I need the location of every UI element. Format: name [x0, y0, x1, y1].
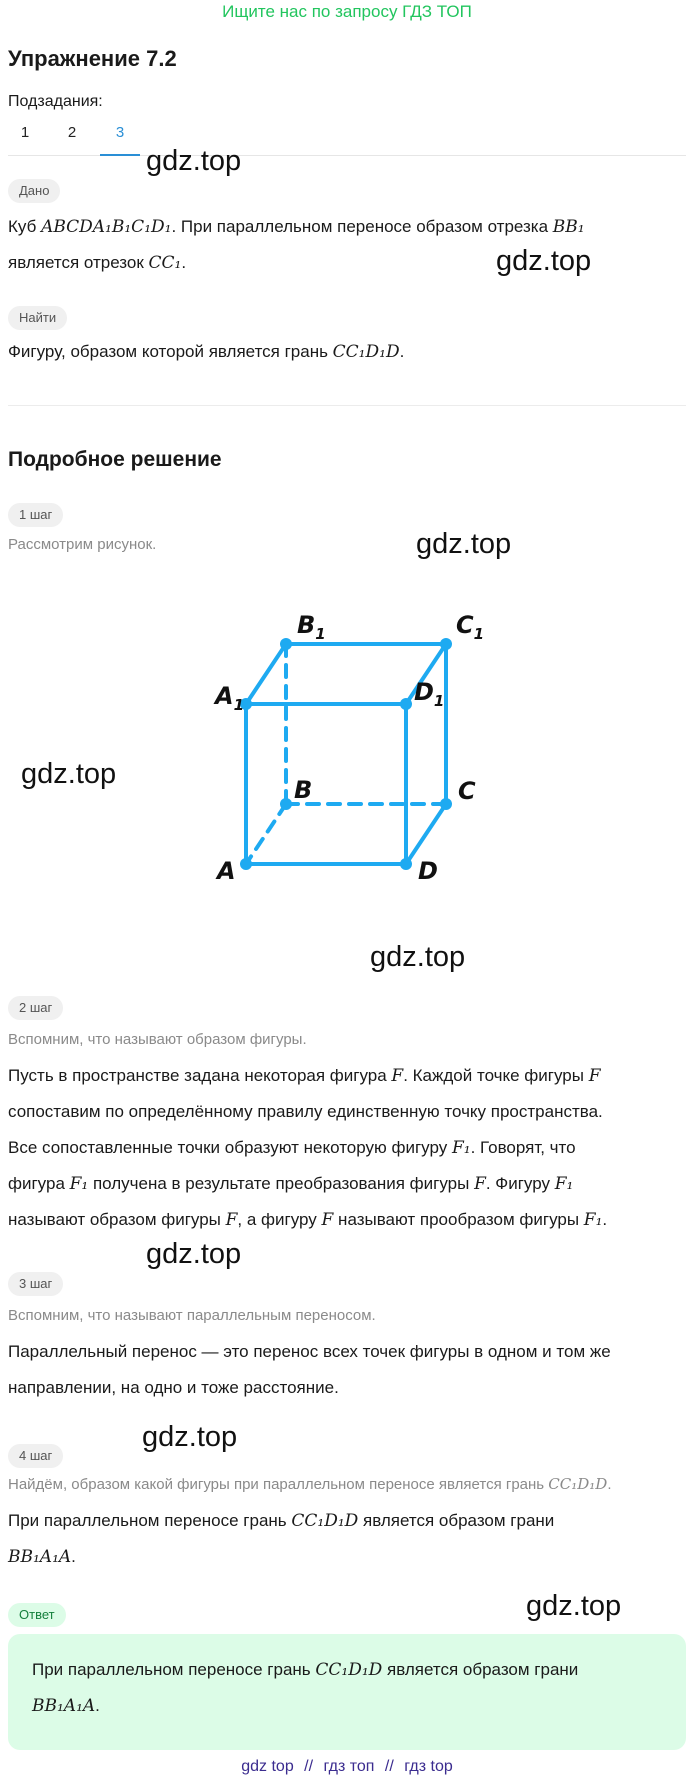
edge-a1-b1	[246, 644, 286, 704]
label-b1: $B_1$	[297, 611, 326, 643]
subtask-tab-3[interactable]: 3	[115, 124, 125, 141]
step-2-hint: Вспомним, что называют образом фигуры.	[8, 1031, 307, 1048]
answer-box	[8, 1634, 686, 1750]
step-3-badge: 3 шаг	[8, 1272, 63, 1296]
vertex-c	[440, 798, 452, 810]
find-badge: Найти	[8, 306, 67, 330]
subtask-tab-2[interactable]: 2	[67, 124, 77, 141]
footer-link-gdz-top[interactable]: gdz top	[241, 1758, 294, 1775]
watermark: gdz.top	[146, 145, 242, 177]
step-3-text: Параллельный перенос — это перенос всех точек фигуры в одном и том же направлении, на одно и тоже расстояние.	[8, 1342, 611, 1397]
label-c: C	[458, 777, 476, 805]
watermark: gdz.top	[146, 1238, 242, 1270]
vertex-d	[400, 858, 412, 870]
step-1-hint: Рассмотрим рисунок.	[8, 536, 157, 553]
step-2-text: Пусть в пространстве задана некоторая фигура F. Каждой точке фигуры F сопоставим по определённому правилу единственную точку пространства. Все сопоставленные точки образуют некоторую фигуру F₁. Говорят, что фигура F₁ получена в результате преобразования фигуры F. Фигуру F₁ называют образом фигуры F, а фигуру F называют прообразом фигуры F₁.	[8, 1066, 608, 1230]
given-badge: Дано	[8, 179, 60, 203]
given-text: Куб ABCDA₁B₁C₁D₁. При параллельном переносе образом отрезка BB₁ является отрезок CC₁.	[8, 217, 585, 273]
step-2-badge: 2 шаг	[8, 996, 63, 1020]
step-4-text: При параллельном переносе грань CC₁D₁D является образом грани BB₁A₁A.	[8, 1511, 555, 1567]
footer-separator: //	[384, 1758, 394, 1775]
answer-text: При параллельном переносе грань CC₁D₁D является образом грани BB₁A₁A.	[32, 1660, 579, 1716]
subtasks-label: Подзадания:	[8, 93, 103, 110]
label-d: D	[418, 857, 438, 885]
label-c1: $C_1$	[456, 611, 485, 643]
label-a: A	[217, 857, 236, 885]
active-tab-indicator	[100, 154, 140, 156]
vertex-c1	[440, 638, 452, 650]
search-banner: Ищите нас по запросу ГДЗ ТОП	[222, 2, 472, 21]
footer-links	[0, 1758, 694, 1776]
footer-link-gdz-top-ru[interactable]: гдз топ	[323, 1758, 375, 1775]
answer-badge: Ответ	[8, 1603, 66, 1627]
vertex-b1	[280, 638, 292, 650]
solution-title: Подробное решение	[8, 448, 222, 471]
watermark: gdz.top	[370, 941, 466, 973]
watermark: gdz.top	[21, 758, 117, 790]
edge-a-b-hidden	[246, 804, 286, 864]
watermark: gdz.top	[416, 528, 512, 560]
step-4-badge: 4 шаг	[8, 1444, 63, 1468]
find-text: Фигуру, образом которой является грань CC₁D₁D.	[8, 342, 405, 362]
edge-d-c	[406, 804, 446, 864]
section-divider	[8, 405, 686, 406]
step-3-hint: Вспомним, что называют параллельным переносом.	[8, 1307, 376, 1324]
cube-figure	[200, 600, 500, 890]
watermark: gdz.top	[526, 1590, 622, 1622]
vertex-a	[240, 858, 252, 870]
step-1-badge: 1 шаг	[8, 503, 63, 527]
label-a1: $A_1$	[215, 682, 245, 714]
watermark: gdz.top	[496, 245, 592, 277]
page-title: Упражнение 7.2	[8, 46, 177, 71]
watermark: gdz.top	[142, 1421, 238, 1453]
step-4-hint: Найдём, образом какой фигуры при параллельном переносе является грань CC₁D₁D.	[8, 1475, 612, 1493]
footer-link-gdz-top-mixed[interactable]: гдз top	[404, 1758, 453, 1775]
vertex-b	[280, 798, 292, 810]
subtask-tab-1[interactable]: 1	[20, 124, 30, 141]
label-d1: $D_1$	[414, 678, 445, 710]
footer-separator: //	[304, 1758, 314, 1775]
label-b: B	[294, 776, 313, 804]
subtask-tabs	[0, 124, 694, 156]
vertex-d1	[400, 698, 412, 710]
